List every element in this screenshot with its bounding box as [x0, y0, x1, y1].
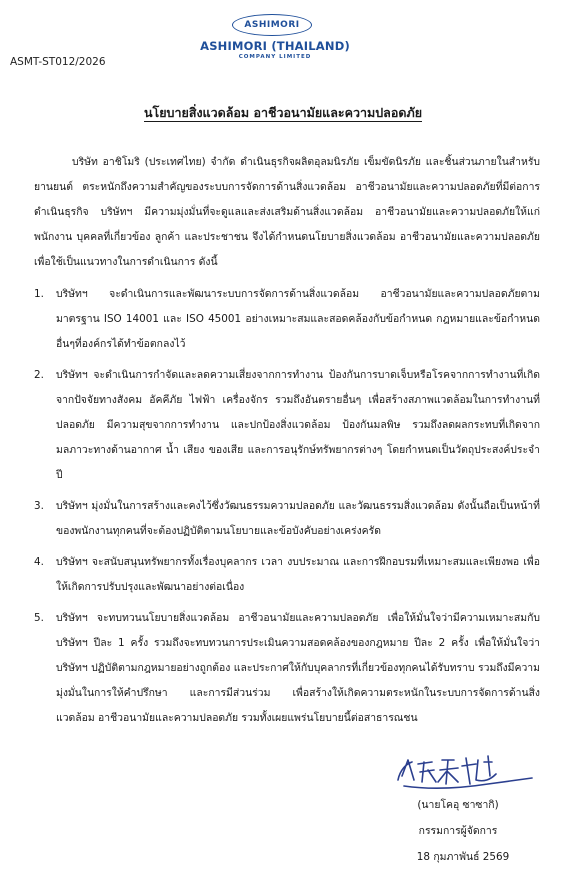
- policy-item-number: 5.: [34, 612, 44, 624]
- policy-item-text: บริษัทฯ จะดำเนินการและพัฒนาระบบการจัดการด้านสิ่งแวดล้อม อาชีวอนามัยและความปลอดภัยตามมาตรฐาน ISO 14001 และ ISO 45001 อย่างเหมาะสมและสอดคล้องกับข้อกำหนด กฎหมายและข้อกำหนดอื่นๆที่องค์กรได้ทำข้อตกลงไว้: [56, 288, 540, 350]
- logo-emblem: [232, 14, 312, 36]
- logo-company-name: ASHIMORI (THAILAND): [200, 39, 350, 53]
- policy-item-text: บริษัทฯ จะสนับสนุนทรัพยากรทั้งเรื่องบุคลากร เวลา งบประมาณ และการฝึกอบรมที่เหมาะสมและเพียงพอ เพื่อให้เกิดการปรับปรุงและพัฒนาอย่างต่อเนื่อง: [56, 556, 540, 593]
- signature-date: 18 กุมภาพันธ์ 2569: [416, 851, 510, 863]
- intro-paragraph: [34, 150, 540, 275]
- document-title: [0, 103, 566, 123]
- policy-item: [34, 606, 540, 731]
- signatory-role: กรรมการผู้จัดการ: [418, 825, 498, 837]
- document-title-text: นโยบายสิ่งแวดล้อม อาชีวอนามัยและความปลอดภัย: [143, 105, 423, 120]
- policy-item-text: บริษัทฯ จะดำเนินการกำจัดและลดความเสี่ยงจากการทำงาน ป้องกันการบาดเจ็บหรือโรคจากการทำงานที่เกิดจากปัจจัยทางสังคม อัคคีภัย ไฟฟ้า เครื่องจักร รวมถึงอันตรายอื่นๆ เพื่อสร้างสภาพแวดล้อมในการทำงานที่ปลอดภัย มีความสุขจากการทำงาน และปกป้องสิ่งแวดล้อม ป้องกันมลพิษ รวมถึงลดผลกระทบที่เกิดจากมลภาวะทางด้านอากาศ น้ำ เสียง ของเสีย และการอนุรักษ์ทรัพยากรต่างๆ โดยกำหนดเป็นวัตถุประสงค์ประจำปี: [56, 369, 540, 481]
- signatory-name: (นายโคอุ ซาซากิ): [417, 799, 499, 811]
- policy-item-number: 1.: [34, 288, 44, 300]
- logo-company-suffix: COMPANY LIMITED: [238, 54, 312, 60]
- policy-item-number: 4.: [34, 556, 44, 568]
- policy-item-text: บริษัทฯ จะทบทวนนโยบายสิ่งแวดล้อม อาชีวอนามัยและความปลอดภัย เพื่อให้มั่นใจว่ามีความเหมาะสมกับบริษัทฯ ปีละ 1 ครั้ง รวมถึงจะทบทวนการประเมินความสอดคล้องของกฎหมาย ปีละ 2 ครั้ง เพื่อให้มั่นใจว่าบริษัทฯ ปฏิบัติตามกฎหมายอย่างถูกต้อง และประกาศให้กับบุคลากรที่เกี่ยวข้องทุกคนได้รับทราบ รวมถึงมีความมุ่งมั่นในการให้คำปรึกษา และการมีส่วนร่วม เพื่อสร้างให้เกิดความตระหนักในระบบการจัดการด้านสิ่งแวดล้อม อาชีวอนามัยและความปลอดภัย รวมทั้งเผยแพร่นโยบายนี้ต่อสาธารณชน: [56, 612, 540, 724]
- handwritten-signature: [392, 750, 542, 794]
- company-logo: [196, 14, 354, 66]
- policy-item: [34, 494, 540, 544]
- document-code: ASMT-ST012/2026: [10, 56, 106, 68]
- policy-item-text: บริษัทฯ มุ่งมั่นในการสร้างและคงไว้ซึ่งวัฒนธรรมความปลอดภัย และวัฒนธรรมสิ่งแวดล้อม ดังนั้นถือเป็นหน้าที่ของพนักงานทุกคนที่จะต้องปฏิบัติตามนโยบายและข้อบังคับอย่างเคร่งครัด: [56, 500, 540, 537]
- policy-item-number: 3.: [34, 500, 44, 512]
- policy-item: [34, 282, 540, 357]
- logo-top-text: ASHIMORI: [244, 20, 300, 30]
- policy-item: [34, 550, 540, 600]
- policy-item: [34, 363, 540, 488]
- intro-text: บริษัท อาชิโมริ (ประเทศไทย) จำกัด ดำเนินธุรกิจผลิตอุลมนิรภัย เข็มขัดนิรภัย และชิ้นส่วนภายในสำหรับยานยนต์ ตระหนักถึงความสำคัญของระบบการจัดการด้านสิ่งแวดล้อม อาชีวอนามัยและความปลอดภัยที่มีต่อการดำเนินธุรกิจ บริษัทฯ มีความมุ่งมั่นที่จะดูแลและส่งเสริมด้านสิ่งแวดล้อม อาชีวอนามัยและความปลอดภัยให้แก่พนักงาน บุคคลที่เกี่ยวข้อง ลูกค้า และประชาชน จึงได้กำหนดนโยบายสิ่งแวดล้อม อาชีวอนามัยและความปลอดภัยเพื่อใช้เป็นแนวทางในการดำเนินการ ดังนี้: [34, 156, 540, 268]
- policy-list: [34, 282, 540, 737]
- policy-item-number: 2.: [34, 369, 44, 381]
